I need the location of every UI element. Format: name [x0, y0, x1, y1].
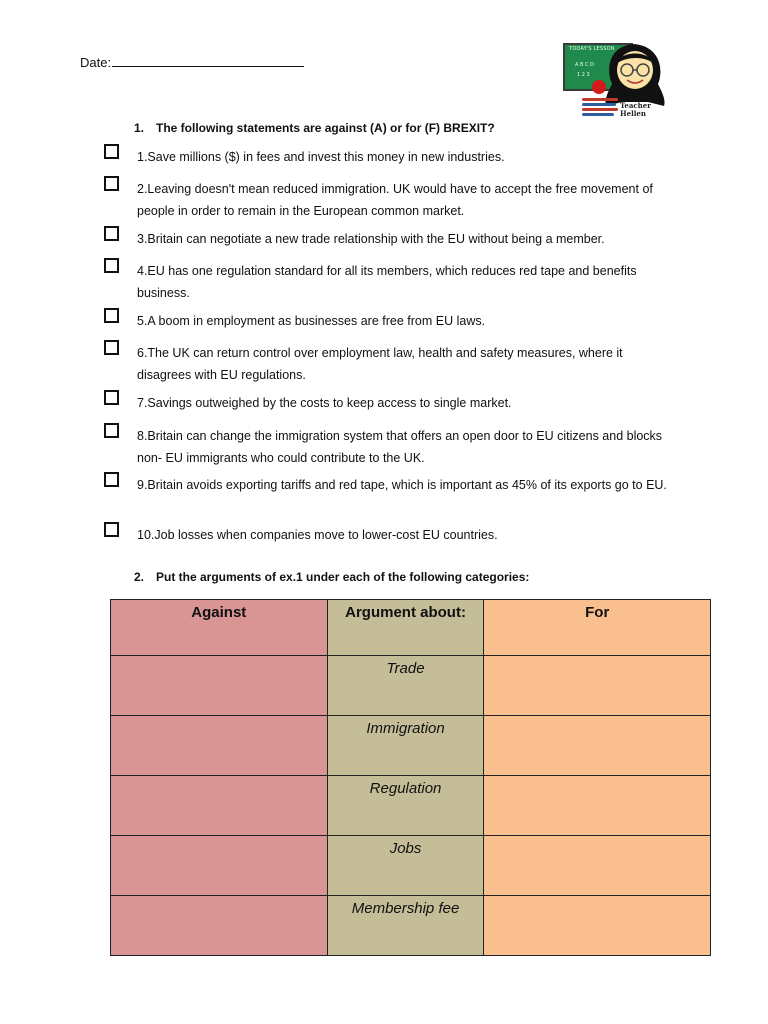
chalkboard-numbers: 1 2 3 — [577, 72, 590, 78]
statement-9-checkbox[interactable] — [104, 472, 119, 487]
table-row — [111, 656, 711, 716]
statement-9: 9.Britain avoids exporting tariffs and red tape, which is important as 45% of its exports go to EU. — [137, 478, 667, 492]
chalkboard-title: TODAY'S LESSON — [569, 46, 615, 52]
against-cell-trade[interactable] — [111, 656, 328, 716]
against-cell-immigration[interactable] — [111, 716, 328, 776]
statement-6-checkbox[interactable] — [104, 340, 119, 355]
header-argument-about: Argument about: — [327, 600, 484, 656]
apple-icon — [592, 80, 606, 94]
for-cell-membership-fee[interactable] — [484, 896, 711, 956]
table-header-row — [111, 600, 711, 656]
statement-10-checkbox[interactable] — [104, 522, 119, 537]
statement-8: 8.Britain can change the immigration system that offers an open door to EU citizens and blocks non- EU immigrants who could contribute to the UK. — [137, 429, 663, 465]
table-row — [111, 836, 711, 896]
table-row — [111, 896, 711, 956]
exercise2-title: Put the arguments of ex.1 under each of the following categories: — [156, 570, 530, 584]
exercise2-heading — [134, 570, 529, 584]
books-icon — [582, 98, 620, 118]
statement-1: 1.Save millions ($) in fees and invest this money in new industries. — [137, 150, 505, 164]
for-cell-trade[interactable] — [484, 656, 711, 716]
teacher-hellen-logo — [560, 40, 670, 122]
statement-8-checkbox[interactable] — [104, 423, 119, 438]
statement-5: 5.A boom in employment as businesses are free from EU laws. — [137, 314, 486, 328]
statement-4: 4.EU has one regulation standard for all its members, which reduces red tape and benefits business. — [137, 264, 637, 300]
against-cell-jobs[interactable] — [111, 836, 328, 896]
against-cell-regulation[interactable] — [111, 776, 328, 836]
for-cell-jobs[interactable] — [484, 836, 711, 896]
statement-2: 2.Leaving doesn't mean reduced immigration. UK would have to accept the free movement of people in order to remain in the European common market. — [137, 182, 653, 218]
for-cell-regulation[interactable] — [484, 776, 711, 836]
exercise1-heading — [134, 121, 495, 135]
statement-7-checkbox[interactable] — [104, 390, 119, 405]
categories-table — [110, 599, 711, 956]
against-cell-membership-fee[interactable] — [111, 896, 328, 956]
statement-3-checkbox[interactable] — [104, 226, 119, 241]
logo-label: Teacher Hellen — [620, 101, 651, 118]
exercise2-number: 2. — [134, 570, 145, 584]
for-cell-immigration[interactable] — [484, 716, 711, 776]
table-row — [111, 776, 711, 836]
category-regulation: Regulation — [327, 776, 484, 836]
statement-5-checkbox[interactable] — [104, 308, 119, 323]
exercise1-number: 1. — [134, 121, 145, 135]
statement-1-checkbox[interactable] — [104, 144, 119, 159]
exercise1-title: The following statements are against (A) or for (F) BREXIT? — [156, 121, 495, 135]
table-row — [111, 716, 711, 776]
category-jobs: Jobs — [327, 836, 484, 896]
chalkboard-letters: A B C D — [575, 62, 594, 68]
date-blank-line[interactable] — [112, 54, 304, 67]
statement-7: 7.Savings outweighed by the costs to keep access to single market. — [137, 396, 512, 410]
statement-6: 6.The UK can return control over employment law, health and safety measures, where it disagrees with EU regulations. — [137, 346, 623, 382]
statement-2-checkbox[interactable] — [104, 176, 119, 191]
statement-10: 10.Job losses when companies move to lower-cost EU countries. — [137, 528, 498, 542]
date-field — [80, 54, 304, 70]
header-for: For — [484, 600, 711, 656]
statement-3: 3.Britain can negotiate a new trade relationship with the EU without being a member. — [137, 232, 605, 246]
category-membership-fee: Membership fee — [327, 896, 484, 956]
category-immigration: Immigration — [327, 716, 484, 776]
header-against: Against — [111, 600, 328, 656]
category-trade: Trade — [327, 656, 484, 716]
date-label: Date: — [80, 55, 112, 70]
statement-4-checkbox[interactable] — [104, 258, 119, 273]
